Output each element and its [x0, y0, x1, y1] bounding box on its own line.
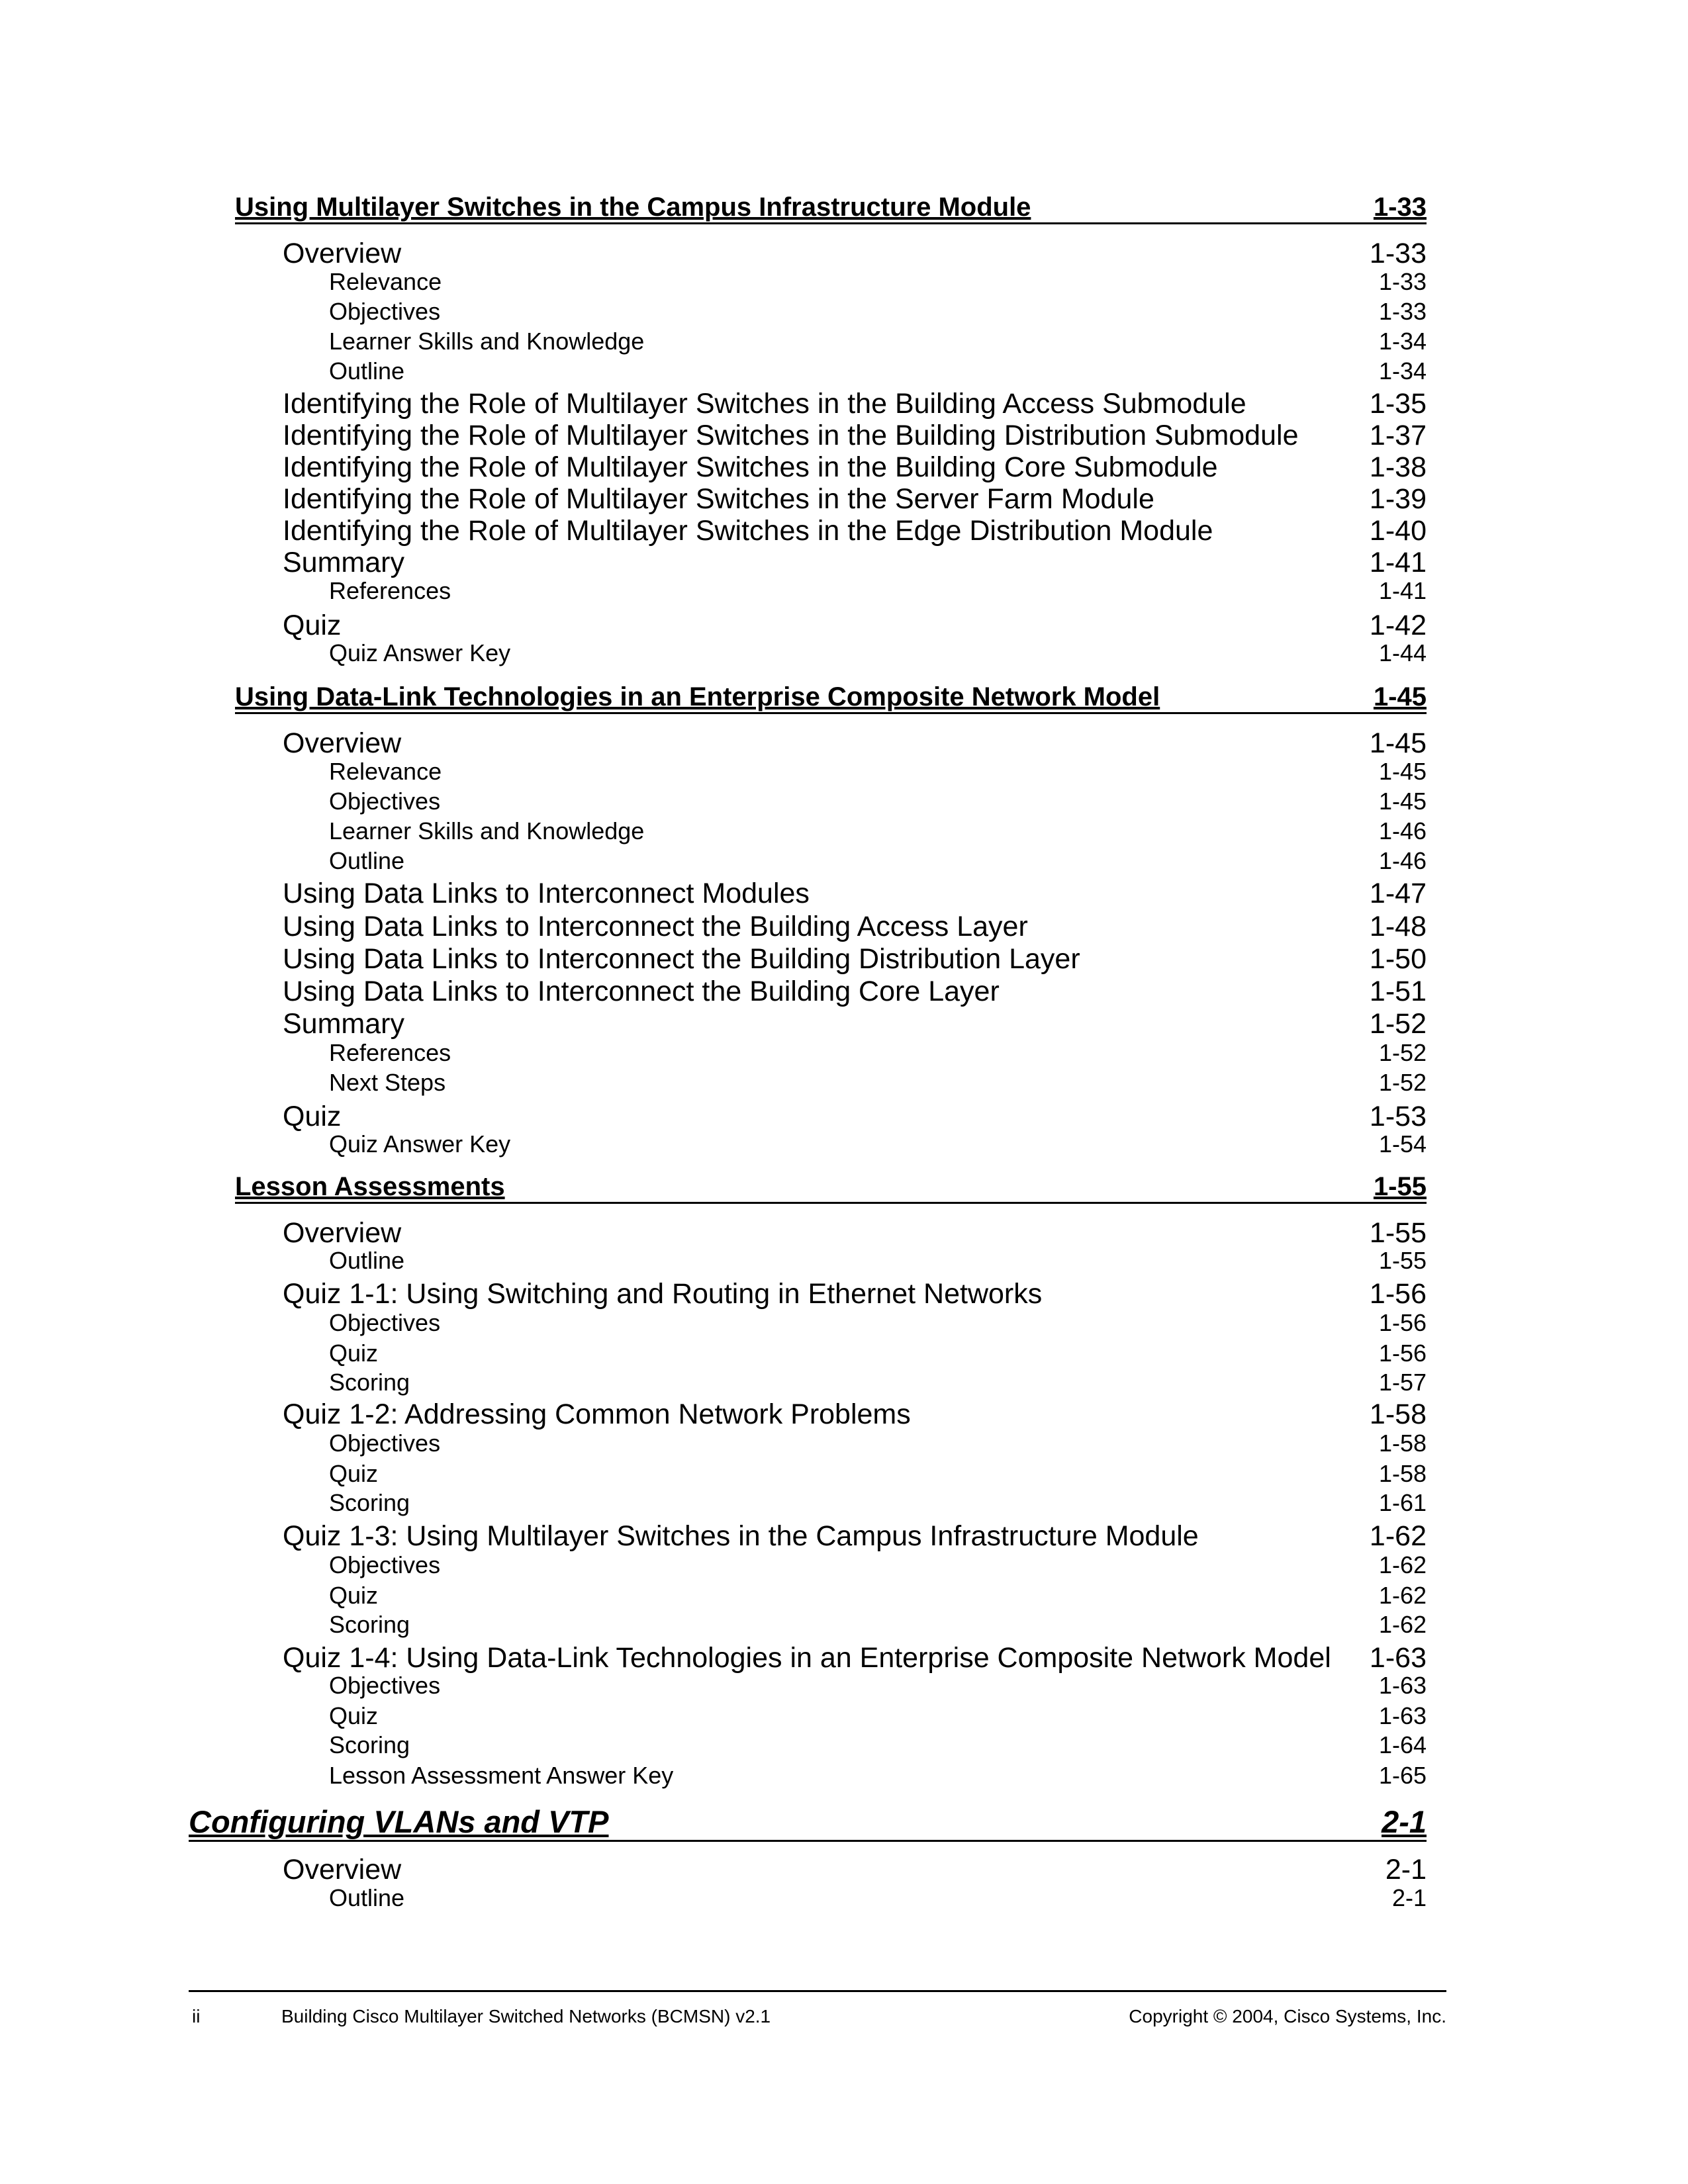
toc-entry-page: 1-56 — [1378, 1340, 1427, 1367]
toc-entry-title: Objectives — [329, 1309, 441, 1336]
toc-entry-title: Quiz 1-2: Addressing Common Network Problems — [283, 1398, 911, 1430]
toc-entry-page: 1-55 — [1373, 1172, 1427, 1201]
toc-entry-title: Outline — [329, 1247, 405, 1274]
toc-entry-topic — [283, 1277, 1427, 1310]
toc-entry-page: 1-48 — [1369, 911, 1427, 942]
toc-entry-page: 1-37 — [1369, 420, 1427, 451]
toc-entry-title: Quiz — [283, 610, 342, 641]
toc-entry-title: Objectives — [329, 298, 441, 325]
toc-entry-page: 1-58 — [1369, 1398, 1427, 1430]
toc-entry-page: 1-62 — [1378, 1611, 1427, 1638]
toc-entry-page: 1-33 — [1369, 238, 1427, 269]
toc-entry-page: 1-41 — [1378, 577, 1427, 604]
toc-entry-title: Quiz — [329, 1340, 379, 1367]
toc-entry-topic — [283, 1641, 1427, 1674]
toc-entry-page: 1-51 — [1369, 976, 1427, 1007]
toc-entry-topic — [283, 514, 1427, 547]
toc-entry-title: Identifying the Role of Multilayer Switches in the Building Core Submodule — [283, 451, 1218, 483]
toc-entry-sub — [329, 298, 1427, 326]
toc-entry-page: 1-65 — [1378, 1762, 1427, 1789]
toc-entry-title: Quiz Answer Key — [329, 639, 511, 666]
toc-entry-title: Objectives — [329, 1672, 441, 1699]
toc-entry-title: Overview — [283, 238, 402, 269]
toc-entry-title: Quiz 1-1: Using Switching and Routing in Ethernet Networks — [283, 1278, 1043, 1310]
toc-entry-page: 1-39 — [1369, 483, 1427, 515]
toc-entry-title: References — [329, 577, 451, 604]
toc-entry-topic — [283, 1100, 1427, 1133]
toc-entry-topic — [283, 482, 1427, 516]
toc-entry-sub — [329, 1762, 1427, 1790]
toc-entry-page: 1-56 — [1378, 1309, 1427, 1336]
toc-entry-topic — [283, 727, 1427, 760]
toc-entry-title: Scoring — [329, 1731, 410, 1758]
toc-entry-title: Scoring — [329, 1611, 410, 1638]
toc-entry-title: Identifying the Role of Multilayer Switches in the Building Access Submodule — [283, 388, 1246, 420]
toc-entry-title: Learner Skills and Knowledge — [329, 328, 645, 355]
toc-entry-title: Identifying the Role of Multilayer Switches in the Edge Distribution Module — [283, 515, 1213, 547]
toc-entry-page: 2-1 — [1385, 1854, 1427, 1886]
toc-entry-title: Quiz — [329, 1460, 379, 1487]
toc-entry-topic — [283, 451, 1427, 484]
toc-entry-title: Quiz — [329, 1582, 379, 1609]
toc-entry-title: Scoring — [329, 1489, 410, 1516]
toc-entry-sub — [329, 1611, 1427, 1639]
toc-entry-sub — [329, 639, 1427, 667]
toc-entry-page: 1-62 — [1378, 1551, 1427, 1578]
toc-entry-page: 1-55 — [1369, 1217, 1427, 1249]
toc-entry-page: 1-34 — [1378, 328, 1427, 355]
toc-entry-topic — [283, 609, 1427, 642]
toc-entry-title: Using Data Links to Interconnect the Building Access Layer — [283, 911, 1028, 942]
toc-entry-sub — [329, 1731, 1427, 1759]
toc-entry-title: Using Multilayer Switches in the Campus Infrastructure Module — [235, 193, 1031, 222]
toc-entry-title: Relevance — [329, 758, 442, 785]
toc-entry-title: Summary — [283, 547, 404, 578]
toc-entry-page: 1-63 — [1378, 1702, 1427, 1729]
toc-entry-title: Relevance — [329, 268, 442, 295]
toc-entry-title: Using Data-Link Technologies in an Enterprise Composite Network Model — [235, 682, 1160, 711]
toc-entry-page: 1-62 — [1378, 1582, 1427, 1609]
toc-entry-page: 1-62 — [1369, 1520, 1427, 1552]
toc-entry-page: 1-50 — [1369, 943, 1427, 975]
toc-entry-topic — [283, 419, 1427, 452]
toc-entry-title: Using Data Links to Interconnect the Building Distribution Layer — [283, 943, 1080, 975]
toc-entry-page: 1-44 — [1378, 639, 1427, 666]
toc-entry-sub — [329, 268, 1427, 296]
footer-divider — [189, 1990, 1446, 1992]
toc-entry-page: 1-56 — [1369, 1278, 1427, 1310]
toc-entry-page: 1-45 — [1378, 758, 1427, 785]
toc-entry-title: Quiz — [329, 1702, 379, 1729]
toc-entry-title: Lesson Assessment Answer Key — [329, 1762, 674, 1789]
toc-entry-sub — [329, 1247, 1427, 1275]
toc-entry-sub — [329, 1702, 1427, 1730]
toc-entry-title: Quiz 1-3: Using Multilayer Switches in the Campus Infrastructure Module — [283, 1520, 1199, 1552]
toc-entry-title: Quiz — [283, 1101, 342, 1132]
toc-entry-module — [189, 1804, 1427, 1842]
toc-entry-title: Identifying the Role of Multilayer Switches in the Server Farm Module — [283, 483, 1154, 515]
toc-entry-sub — [329, 1069, 1427, 1097]
toc-entry-page: 1-47 — [1369, 878, 1427, 909]
toc-entry-title: Lesson Assessments — [235, 1172, 505, 1201]
toc-entry-title: Outline — [329, 357, 405, 385]
toc-entry-page: 1-57 — [1378, 1369, 1427, 1396]
toc-entry-title: Overview — [283, 727, 402, 759]
toc-entry-title: Objectives — [329, 788, 441, 815]
toc-entry-topic — [283, 1216, 1427, 1250]
toc-entry-topic — [283, 387, 1427, 420]
toc-entry-title: Identifying the Role of Multilayer Switches in the Building Distribution Submodule — [283, 420, 1299, 451]
toc-entry-sub — [329, 1551, 1427, 1579]
toc-entry-title: Quiz 1-4: Using Data-Link Technologies in an Enterprise Composite Network Model — [283, 1642, 1331, 1674]
toc-entry-page: 1-45 — [1369, 727, 1427, 759]
toc-entry-title: Overview — [283, 1217, 402, 1249]
toc-entry-title: Overview — [283, 1854, 402, 1886]
toc-entry-page: 1-34 — [1378, 357, 1427, 385]
toc-entry-sub — [329, 577, 1427, 605]
toc-entry-page: 1-61 — [1378, 1489, 1427, 1516]
toc-entry-page: 2-1 — [1391, 1884, 1427, 1911]
toc-entry-sub — [329, 1884, 1427, 1912]
footer-page-number: ii — [192, 2006, 201, 2026]
toc-entry-topic — [283, 1007, 1427, 1040]
toc-entry-sub — [329, 1130, 1427, 1158]
toc-entry-page: 1-52 — [1369, 1008, 1427, 1040]
toc-entry-title: Scoring — [329, 1369, 410, 1396]
toc-entry-sub — [329, 1489, 1427, 1517]
toc-entry-title: Outline — [329, 1884, 405, 1911]
toc-entry-page: 2-1 — [1382, 1804, 1427, 1839]
toc-entry-sub — [329, 1672, 1427, 1700]
toc-entry-lesson — [235, 682, 1427, 714]
toc-entry-lesson — [235, 1171, 1427, 1204]
toc-entry-title: Using Data Links to Interconnect Modules — [283, 878, 810, 909]
toc-entry-page: 1-52 — [1378, 1069, 1427, 1096]
toc-entry-page: 1-63 — [1378, 1672, 1427, 1699]
toc-entry-topic — [283, 910, 1427, 943]
toc-entry-page: 1-33 — [1378, 268, 1427, 295]
toc-entry-page: 1-46 — [1378, 817, 1427, 844]
toc-entry-topic — [283, 237, 1427, 270]
toc-entry-title: Objectives — [329, 1430, 441, 1457]
toc-entry-page: 1-42 — [1369, 610, 1427, 641]
toc-entry-page: 1-63 — [1369, 1642, 1427, 1674]
toc-entry-sub — [329, 1582, 1427, 1610]
toc-entry-sub — [329, 1039, 1427, 1067]
toc-entry-title: Next Steps — [329, 1069, 446, 1096]
toc-entry-sub — [329, 847, 1427, 875]
toc-entry-lesson — [235, 192, 1427, 224]
toc-entry-topic — [283, 975, 1427, 1008]
toc-entry-title: Configuring VLANs and VTP — [189, 1804, 609, 1839]
toc-entry-page: 1-35 — [1369, 388, 1427, 420]
toc-entry-sub — [329, 1369, 1427, 1396]
toc-entry-page: 1-52 — [1378, 1039, 1427, 1066]
toc-entry-page: 1-54 — [1378, 1130, 1427, 1158]
toc-entry-page: 1-53 — [1369, 1101, 1427, 1132]
toc-entry-title: Quiz Answer Key — [329, 1130, 511, 1158]
toc-entry-sub — [329, 788, 1427, 815]
toc-entry-title: Learner Skills and Knowledge — [329, 817, 645, 844]
toc-entry-title: Outline — [329, 847, 405, 874]
toc-entry-title: Using Data Links to Interconnect the Building Core Layer — [283, 976, 1000, 1007]
toc-entry-topic — [283, 1398, 1427, 1431]
toc-entry-title: Summary — [283, 1008, 404, 1040]
toc-entry-page: 1-45 — [1378, 788, 1427, 815]
toc-entry-topic — [283, 1853, 1427, 1886]
toc-entry-sub — [329, 758, 1427, 786]
toc-entry-page: 1-33 — [1373, 193, 1427, 222]
toc-entry-sub — [329, 1460, 1427, 1488]
toc-entry-topic — [283, 1520, 1427, 1553]
toc-entry-topic — [283, 877, 1427, 910]
toc-entry-sub — [329, 357, 1427, 385]
toc-entry-page: 1-64 — [1378, 1731, 1427, 1758]
toc-entry-topic — [283, 942, 1427, 976]
footer-copyright: Copyright © 2004, Cisco Systems, Inc. — [1129, 2006, 1446, 2026]
toc-entry-page: 1-55 — [1378, 1247, 1427, 1274]
toc-entry-page: 1-40 — [1369, 515, 1427, 547]
toc-entry-page: 1-46 — [1378, 847, 1427, 874]
toc-entry-title: Objectives — [329, 1551, 441, 1578]
toc-entry-page: 1-58 — [1378, 1460, 1427, 1487]
toc-entry-page: 1-41 — [1369, 547, 1427, 578]
toc-entry-sub — [329, 817, 1427, 845]
toc-entry-page: 1-45 — [1373, 682, 1427, 711]
toc-entry-page: 1-38 — [1369, 451, 1427, 483]
toc-entry-sub — [329, 1430, 1427, 1457]
toc-entry-sub — [329, 328, 1427, 355]
footer-course-title: Building Cisco Multilayer Switched Networks (BCMSN) v2.1 — [281, 2006, 771, 2026]
toc-entry-sub — [329, 1309, 1427, 1337]
toc-entry-topic — [283, 546, 1427, 579]
toc-entry-sub — [329, 1340, 1427, 1367]
toc-entry-page: 1-33 — [1378, 298, 1427, 325]
toc-entry-page: 1-58 — [1378, 1430, 1427, 1457]
toc-entry-title: References — [329, 1039, 451, 1066]
